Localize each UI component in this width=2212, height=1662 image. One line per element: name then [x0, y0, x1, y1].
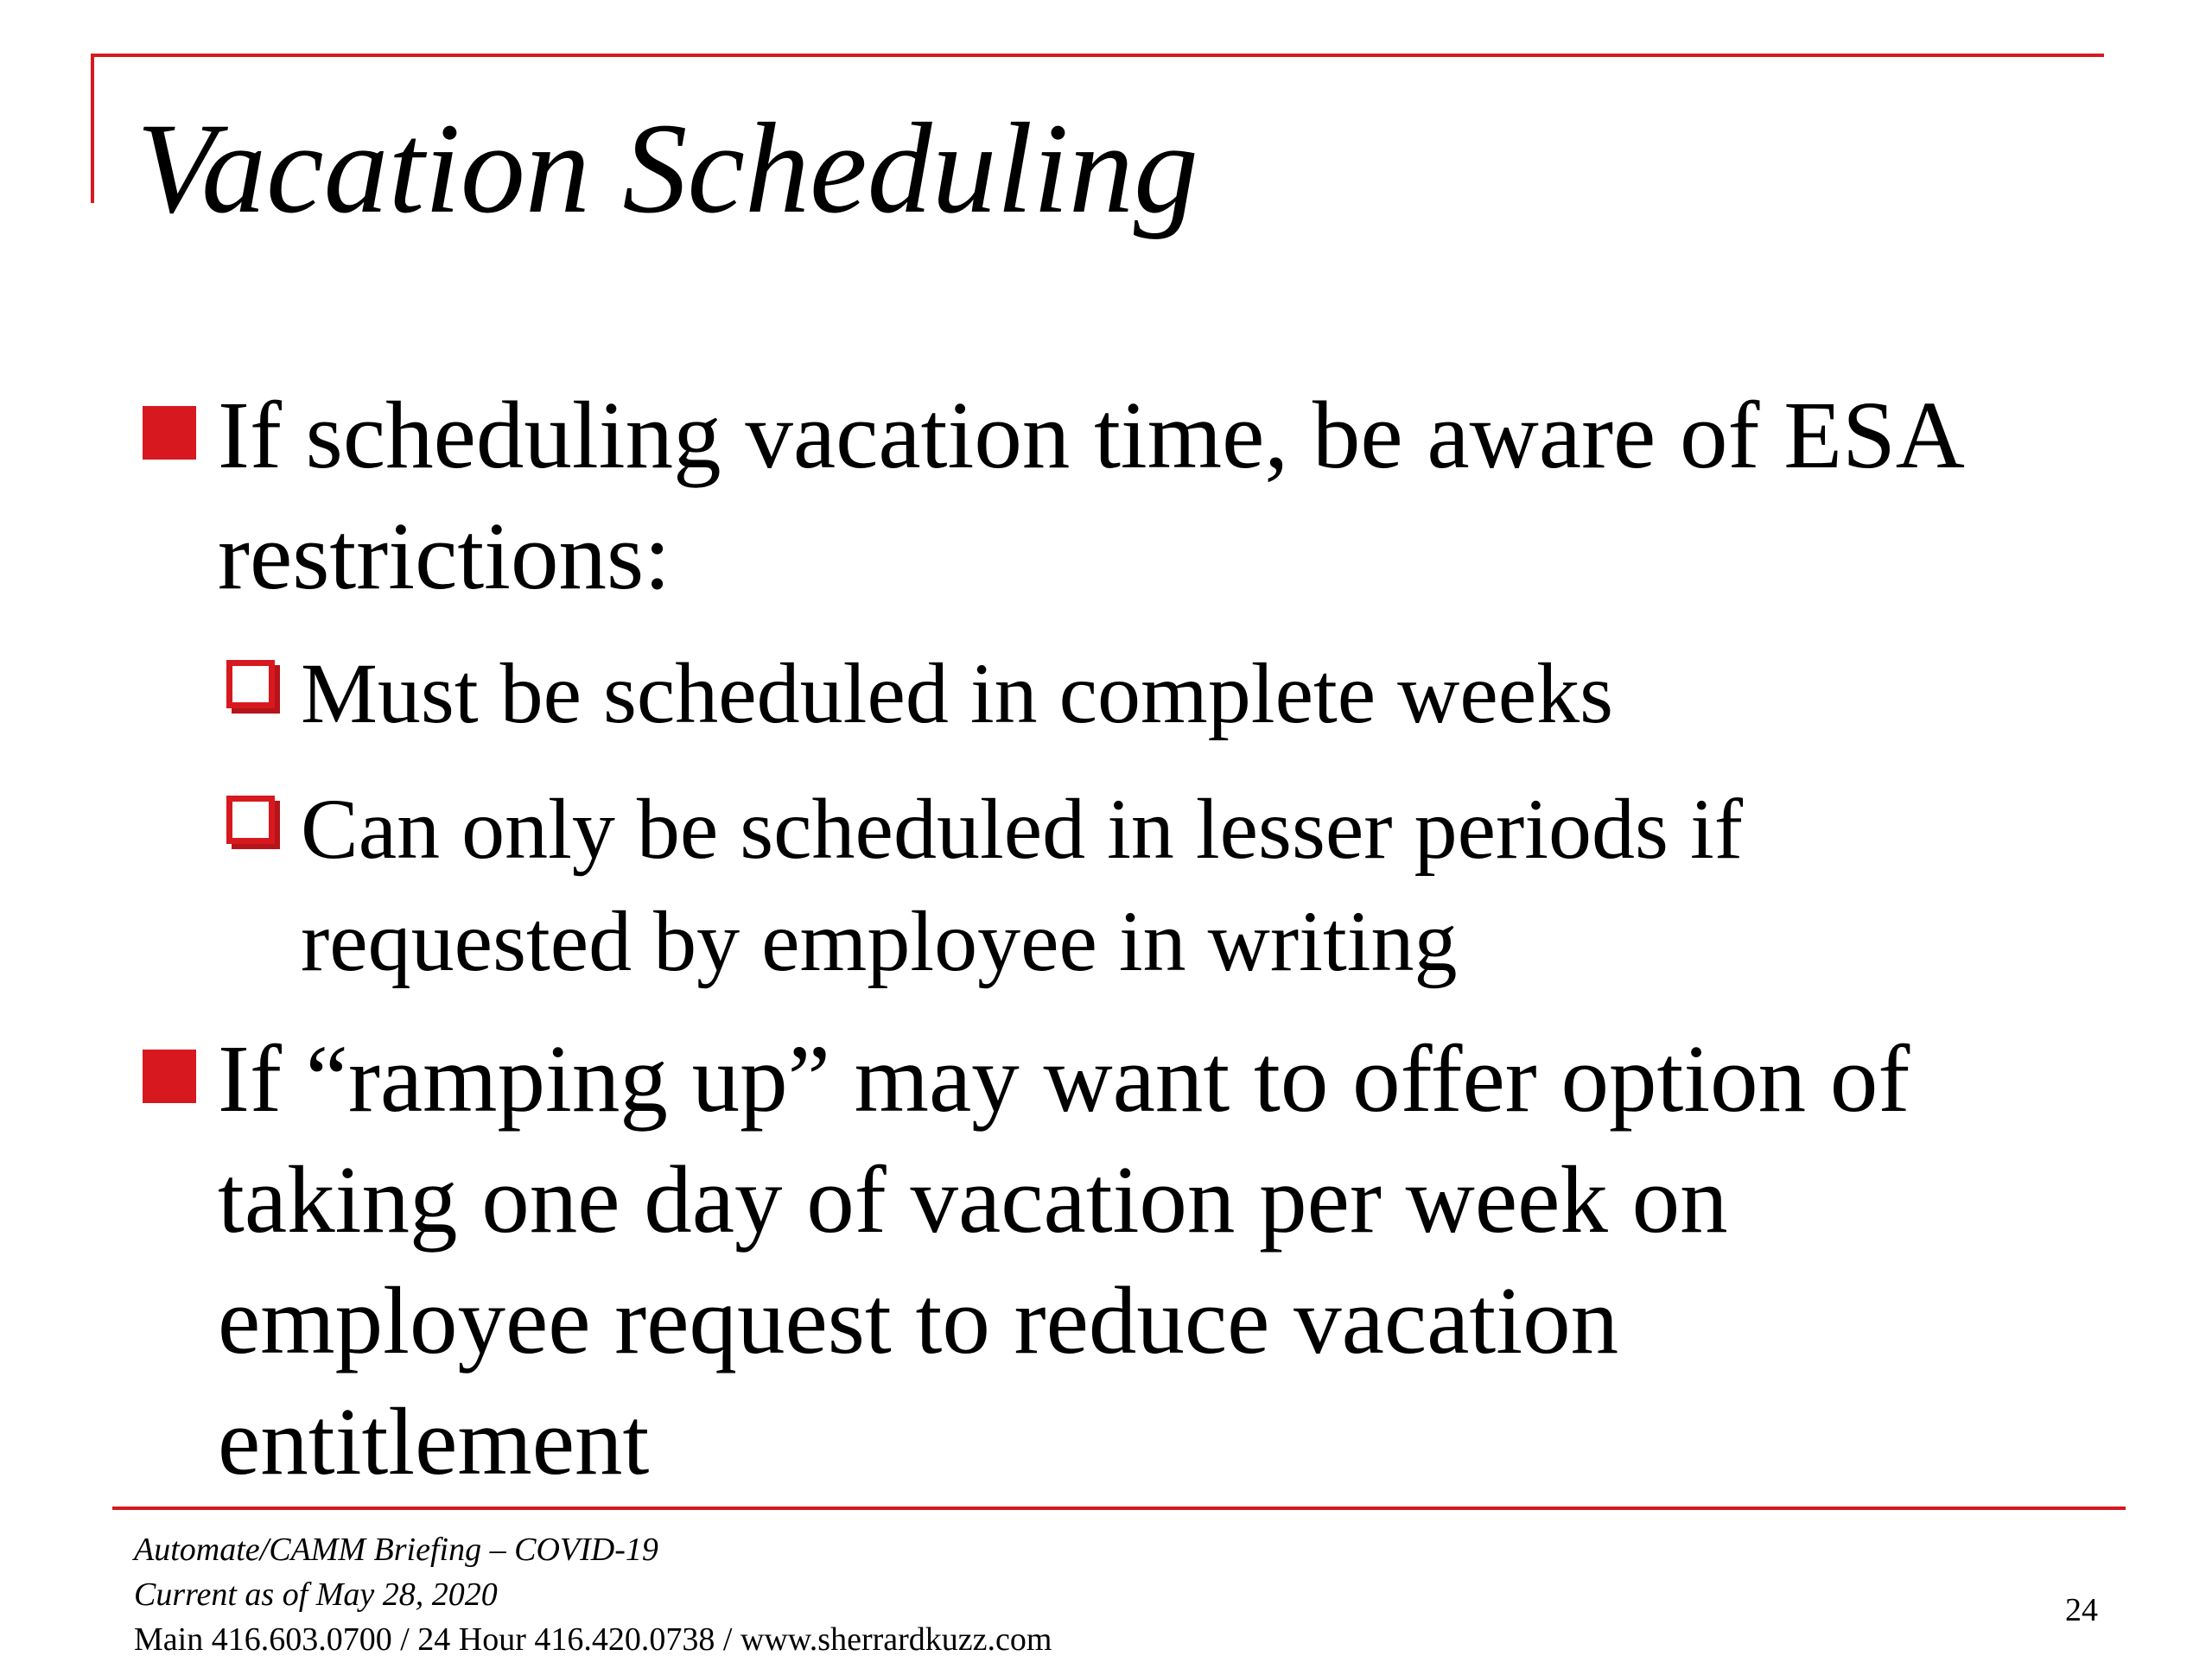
bullet-text-line: employee request to reduce vacation	[218, 1268, 1619, 1374]
footer-date: Current as of May 28, 2020	[134, 1576, 498, 1613]
bullet-text-line: restrictions:	[218, 504, 671, 610]
footer-briefing-title: Automate/CAMM Briefing – COVID-19	[134, 1532, 658, 1568]
footer-divider	[112, 1507, 2126, 1510]
sub-bullet-text-line: Must be scheduled in complete weeks	[301, 645, 1614, 741]
sub-bullet-text-line: requested by employee in writing	[301, 893, 1458, 989]
left-accent-line	[91, 54, 94, 203]
bullet-text-line: If “ramping up” may want to offer option of	[218, 1026, 1910, 1132]
hollow-square-bullet-icon	[226, 660, 275, 708]
sub-bullet-text-line: Can only be scheduled in lesser periods if	[301, 781, 1744, 877]
bullet-text-line: If scheduling vacation time, be aware of ESA	[218, 383, 1965, 489]
bullet-text-line: entitlement	[218, 1389, 650, 1495]
page-number: 24	[2065, 1592, 2098, 1628]
footer	[134, 1527, 1052, 1662]
filled-square-bullet-icon	[143, 1050, 196, 1103]
filled-square-bullet-icon	[143, 406, 196, 460]
bullet-text-line: taking one day of vacation per week on	[218, 1147, 1728, 1253]
footer-contact: Main 416.603.0700 / 24 Hour 416.420.0738 / www.sherrardkuzz.com	[134, 1621, 1052, 1658]
top-divider	[91, 54, 2104, 57]
hollow-square-bullet-icon	[226, 796, 275, 844]
slide-title: Vacation Scheduling	[137, 97, 1198, 240]
